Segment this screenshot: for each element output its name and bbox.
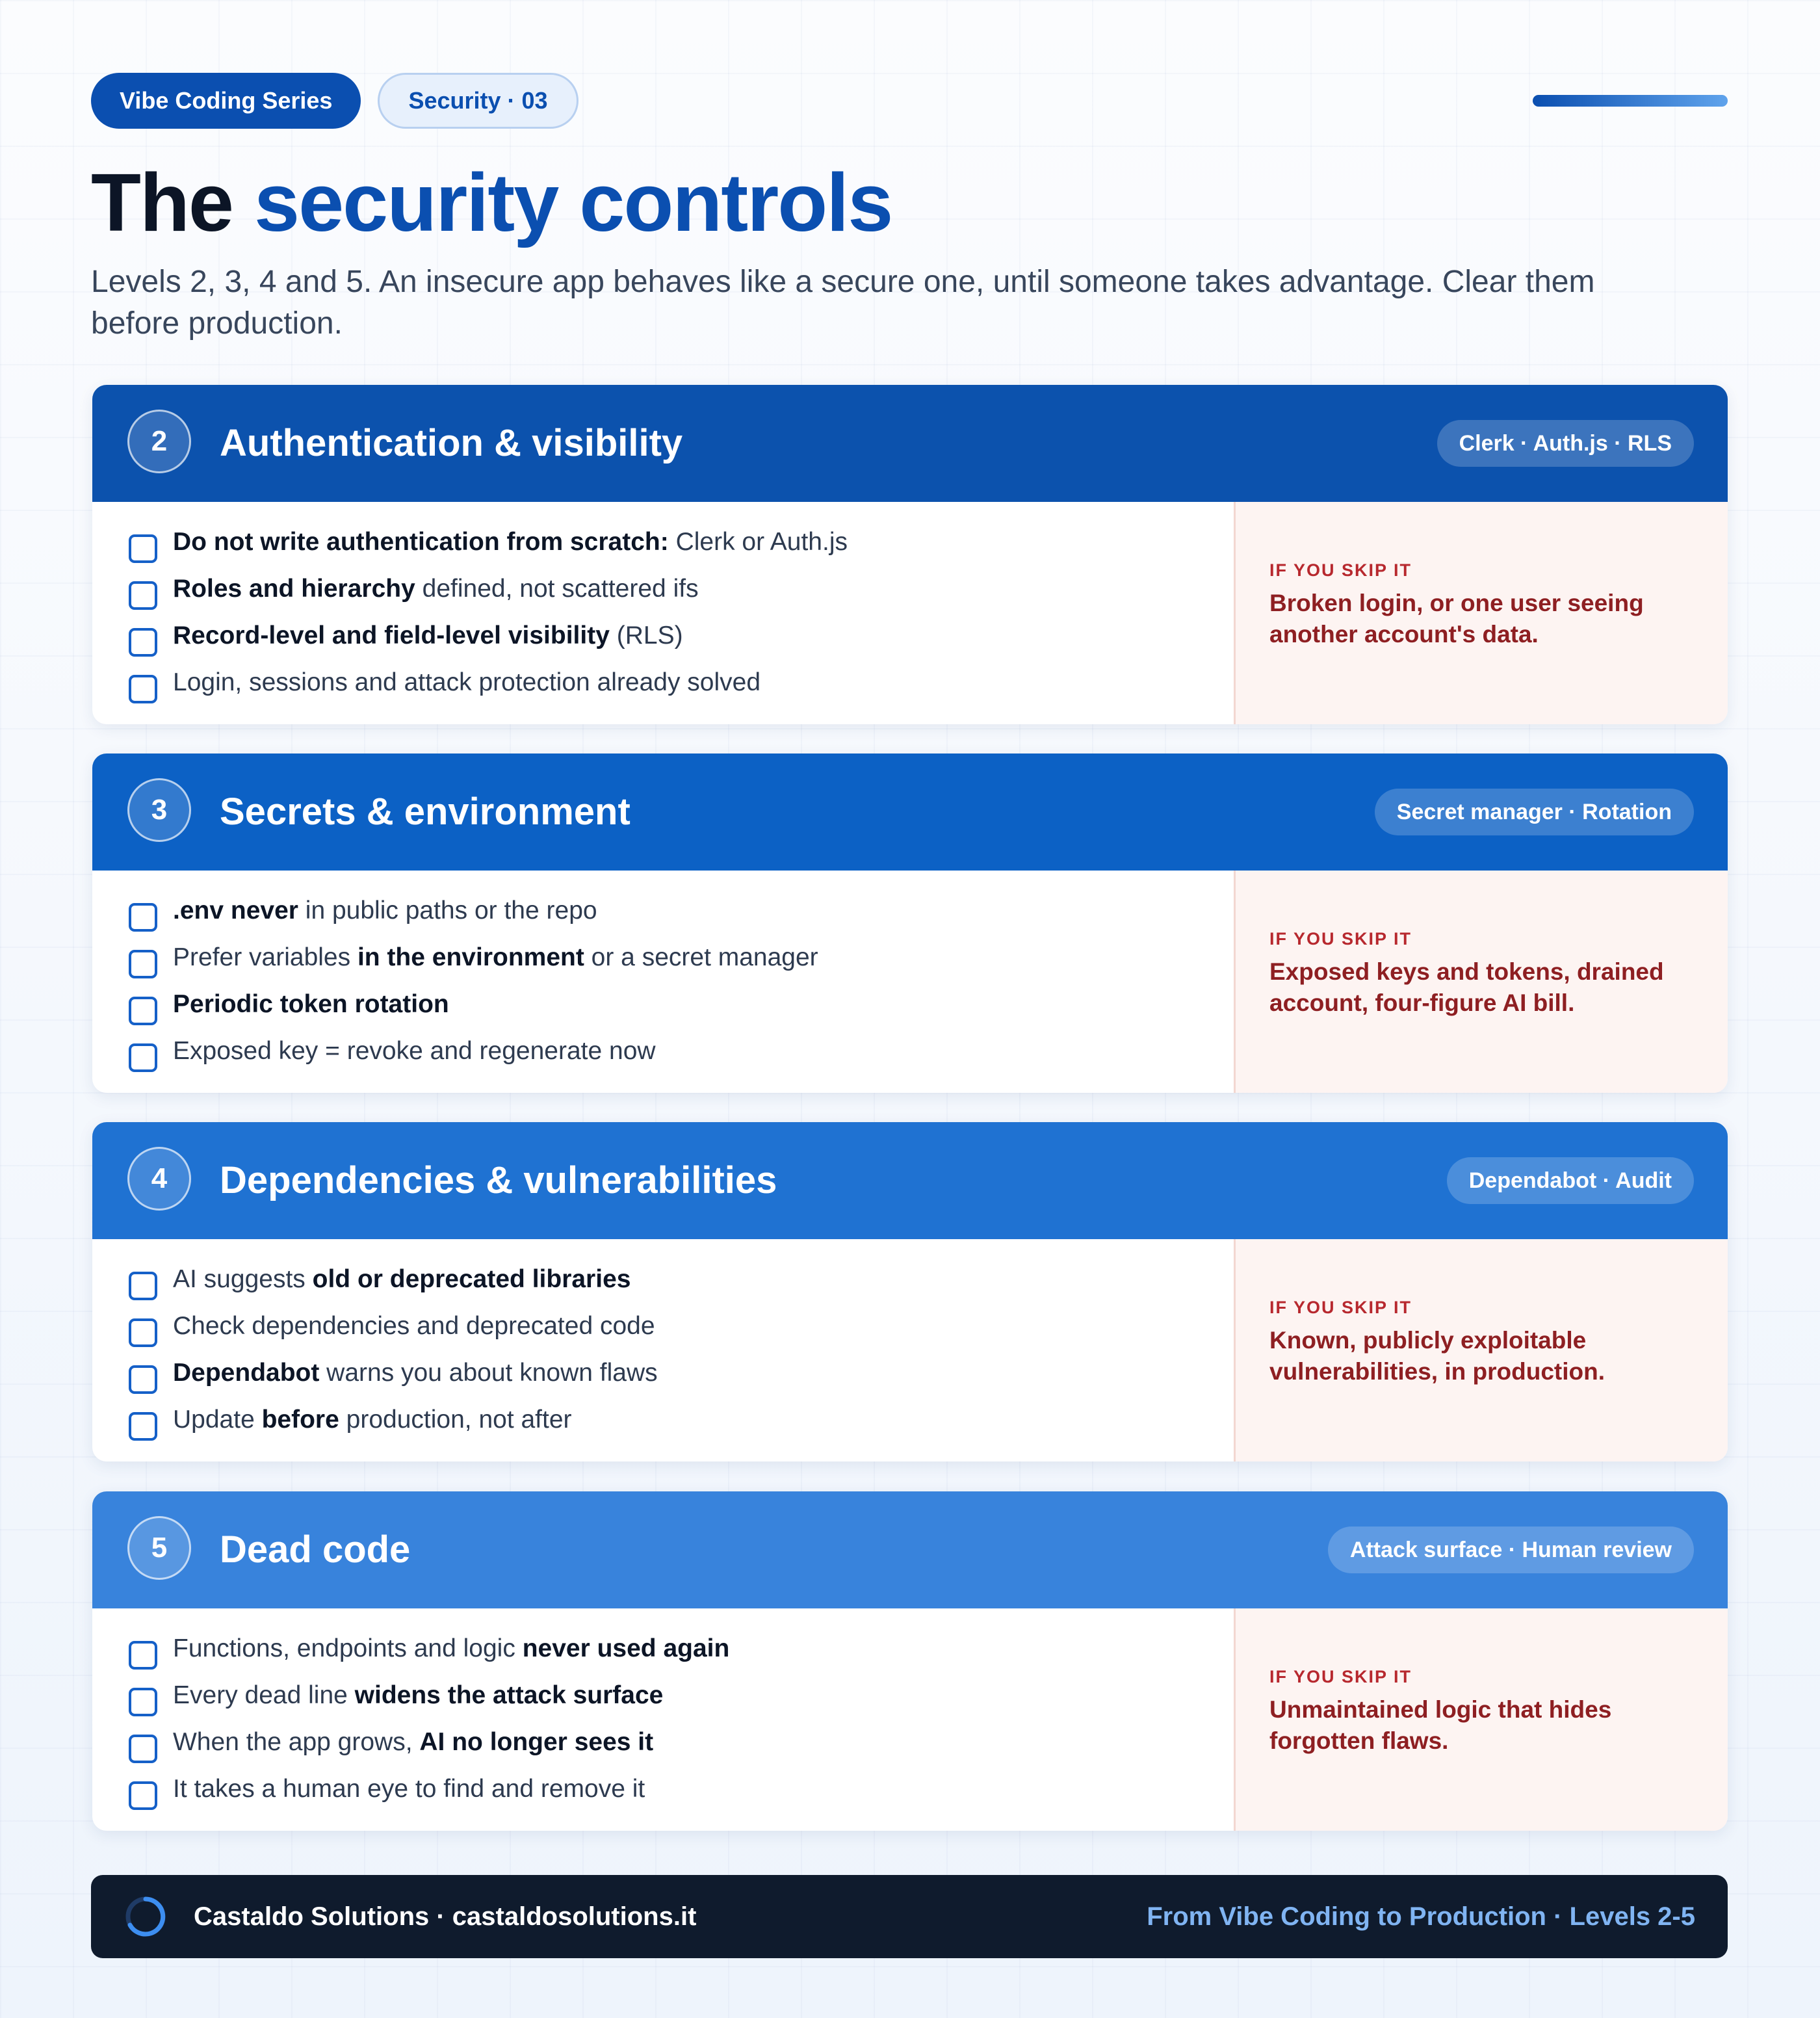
section-secrets [92,753,1728,1093]
checklist-item: Update before production, not after [129,1399,658,1446]
checkbox-icon[interactable] [129,1781,157,1810]
checkbox-icon[interactable] [129,581,157,610]
section-dependencies [92,1122,1728,1461]
checklist-item: Prefer variables in the environment or a secret manager [129,937,818,984]
section-number: 4 [127,1147,191,1211]
section-checklist [92,871,1234,1093]
section-header [92,1122,1728,1239]
skip-text: Known, publicly exploitable vulnerabilities, in production. [1269,1327,1605,1385]
checklist-item: Periodic token rotation [129,984,818,1030]
section-tag: Attack surface · Human review [1328,1527,1694,1573]
section-title: Secrets & environment [220,791,630,833]
footer-brand: Castaldo Solutions · castaldosolutions.it [194,1902,697,1931]
section-tag: Dependabot · Audit [1447,1157,1694,1204]
section-tag: Secret manager · Rotation [1375,789,1694,835]
checklist-item: It takes a human eye to find and remove it [129,1768,729,1815]
checkbox-icon[interactable] [129,997,157,1025]
section-checklist [92,502,1234,724]
section-authentication [92,385,1728,724]
checklist-item: Exposed key = revoke and regenerate now [129,1030,818,1077]
header-pills [91,73,578,129]
checkbox-icon[interactable] [129,903,157,932]
title-part-2: security controls [254,157,892,248]
checkbox-icon[interactable] [129,1641,157,1670]
section-badge: Security · 03 [378,73,578,129]
section-dead-code [92,1491,1728,1831]
section-title: Authentication & visibility [220,422,683,464]
section-checklist [92,1239,1234,1461]
skip-label: IF YOU SKIP IT [1269,929,1412,949]
checklist-item: Every dead line widens the attack surface [129,1675,729,1722]
section-header [92,753,1728,871]
checklist-item: Dependabot warns you about known flaws [129,1352,658,1399]
skip-warning [1234,1239,1728,1461]
section-tag: Clerk · Auth.js · RLS [1437,420,1694,467]
checkbox-icon[interactable] [129,1735,157,1763]
skip-warning [1234,1608,1728,1831]
footer-tagline: From Vibe Coding to Production · Levels 2-5 [1147,1902,1695,1931]
page-subtitle: Levels 2, 3, 4 and 5. An insecure app behaves like a secure one, until someone takes advantage. Clear them before production. [91,265,1595,341]
skip-text: Unmaintained logic that hides forgotten flaws. [1269,1696,1612,1754]
section-title: Dependencies & vulnerabilities [220,1159,777,1201]
section-number: 3 [127,778,191,842]
section-number: 5 [127,1516,191,1580]
checkbox-icon[interactable] [129,1412,157,1441]
skip-label: IF YOU SKIP IT [1269,1298,1412,1317]
skip-warning [1234,502,1728,724]
checklist-item: Login, sessions and attack protection already solved [129,662,848,709]
series-badge: Vibe Coding Series [91,73,361,129]
checklist-item: Roles and hierarchy defined, not scattered ifs [129,568,848,615]
checklist-item: Check dependencies and deprecated code [129,1305,658,1352]
checkbox-icon[interactable] [129,950,157,978]
skip-label: IF YOU SKIP IT [1269,560,1412,580]
skip-label: IF YOU SKIP IT [1269,1667,1412,1686]
ring-logo-icon [124,1894,168,1939]
checkbox-icon[interactable] [129,534,157,563]
checklist-item: .env never in public paths or the repo [129,890,818,937]
checkbox-icon[interactable] [129,675,157,703]
section-header [92,385,1728,502]
skip-text: Exposed keys and tokens, drained account, four-figure AI bill. [1269,958,1664,1016]
section-checklist [92,1608,1234,1831]
checkbox-icon[interactable] [129,1688,157,1716]
checkbox-icon[interactable] [129,1318,157,1347]
title-part-1: The [91,157,233,248]
checklist-item: Do not write authentication from scratch: Clerk or Auth.js [129,521,848,568]
checkbox-icon[interactable] [129,1043,157,1072]
section-title: Dead code [220,1528,411,1571]
skip-warning [1234,871,1728,1093]
checklist-item: When the app grows, AI no longer sees it [129,1722,729,1768]
page-title [91,151,892,255]
checkbox-icon[interactable] [129,1365,157,1394]
section-header [92,1491,1728,1608]
section-number: 2 [127,410,191,473]
decorative-gradient-bar [1533,95,1728,107]
skip-text: Broken login, or one user seeing another account's data. [1269,590,1644,648]
checkbox-icon[interactable] [129,628,157,657]
checklist-item: AI suggests old or deprecated libraries [129,1259,658,1305]
checklist-item: Record-level and field-level visibility (RLS) [129,615,848,662]
footer [91,1875,1728,1958]
checkbox-icon[interactable] [129,1272,157,1300]
checklist-item: Functions, endpoints and logic never used again [129,1628,729,1675]
